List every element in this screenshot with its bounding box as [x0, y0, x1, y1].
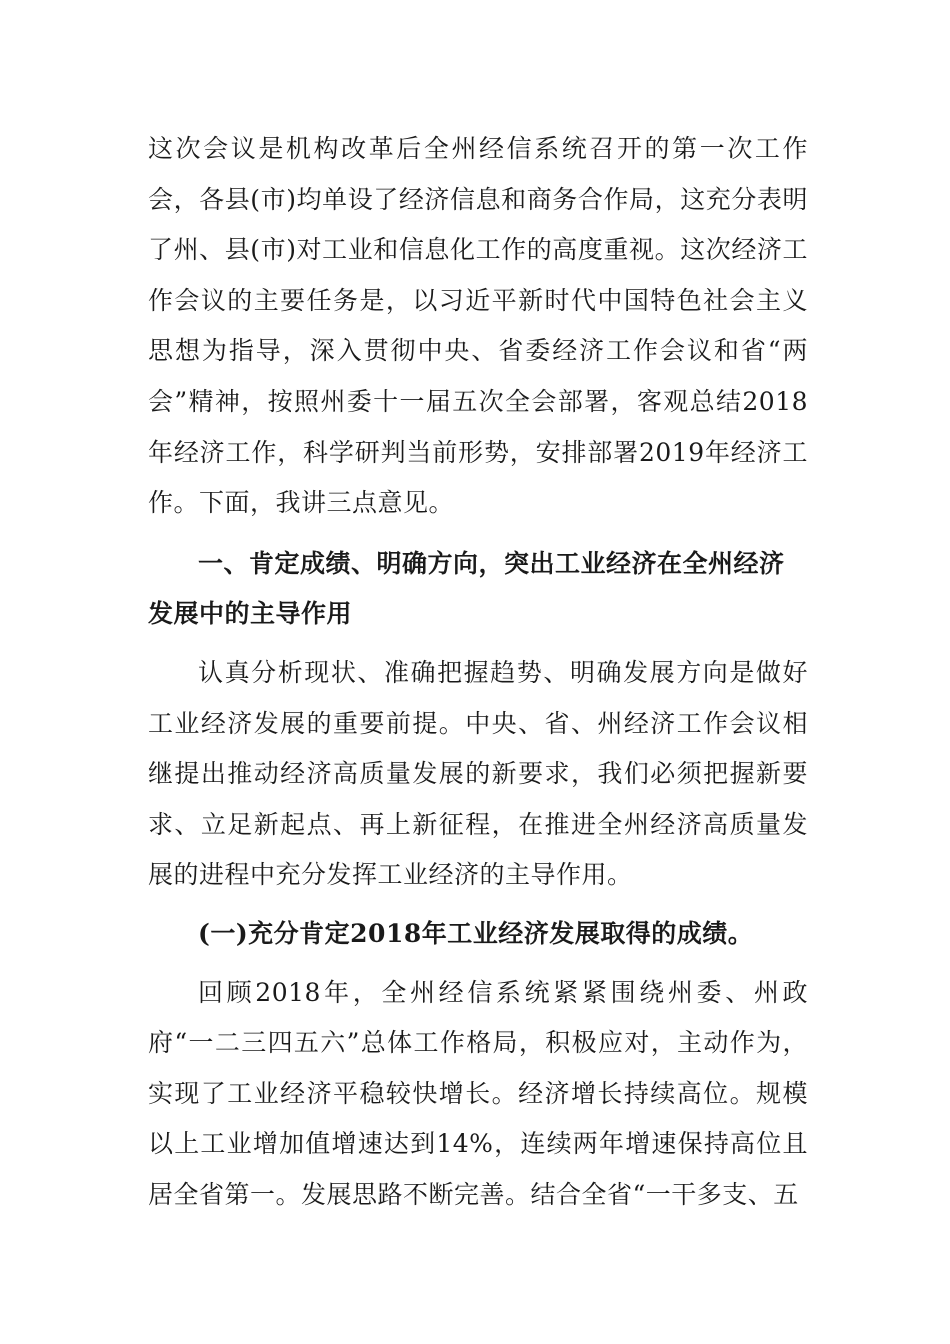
document-page: [148, 124, 808, 1220]
paragraph-intro: 这次会议是机构改革后全州经信系统召开的第一次工作会，各县(市)均单设了经济信息和商务合作局，这充分表明了州、县(市)对工业和信息化工作的高度重视。这次经济工作会议的主要任务是，以习近平新时代中国特色社会主义思想为指导，深入贯彻中央、省委经济工作会议和省“两会”精神，按照州委十一届五次全会部署，客观总结2018年经济工作，科学研判当前形势，安排部署2019年经济工作。下面，我讲三点意见。: [148, 134, 808, 518]
paragraph-section-1: 认真分析现状、准确把握趋势、明确发展方向是做好工业经济发展的重要前提。中央、省、州经济工作会议相继提出推动经济高质量发展的新要求，我们必须把握新要求、立足新起点、再上新征程，在推进全州经济高质量发展的进程中充分发挥工业经济的主导作用。: [148, 657, 808, 890]
subsection-heading-1: (一)充分肯定2018年工业经济发展取得的成绩。: [198, 918, 754, 948]
section-heading-1: 一、肯定成绩、明确方向，突出工业经济在全州经济发展中的主导作用: [148, 548, 785, 629]
paragraph-review-2018: 回顾2018年，全州经信系统紧紧围绕州委、州政府“一二三四五六”总体工作格局，积极应对，主动作为，实现了工业经济平稳较快增长。经济增长持续高位。规模以上工业增加值增速达到14%，连续两年增速保持高位且居全省第一。发展思路不断完善。结合全省“一干多支、五: [148, 977, 808, 1209]
